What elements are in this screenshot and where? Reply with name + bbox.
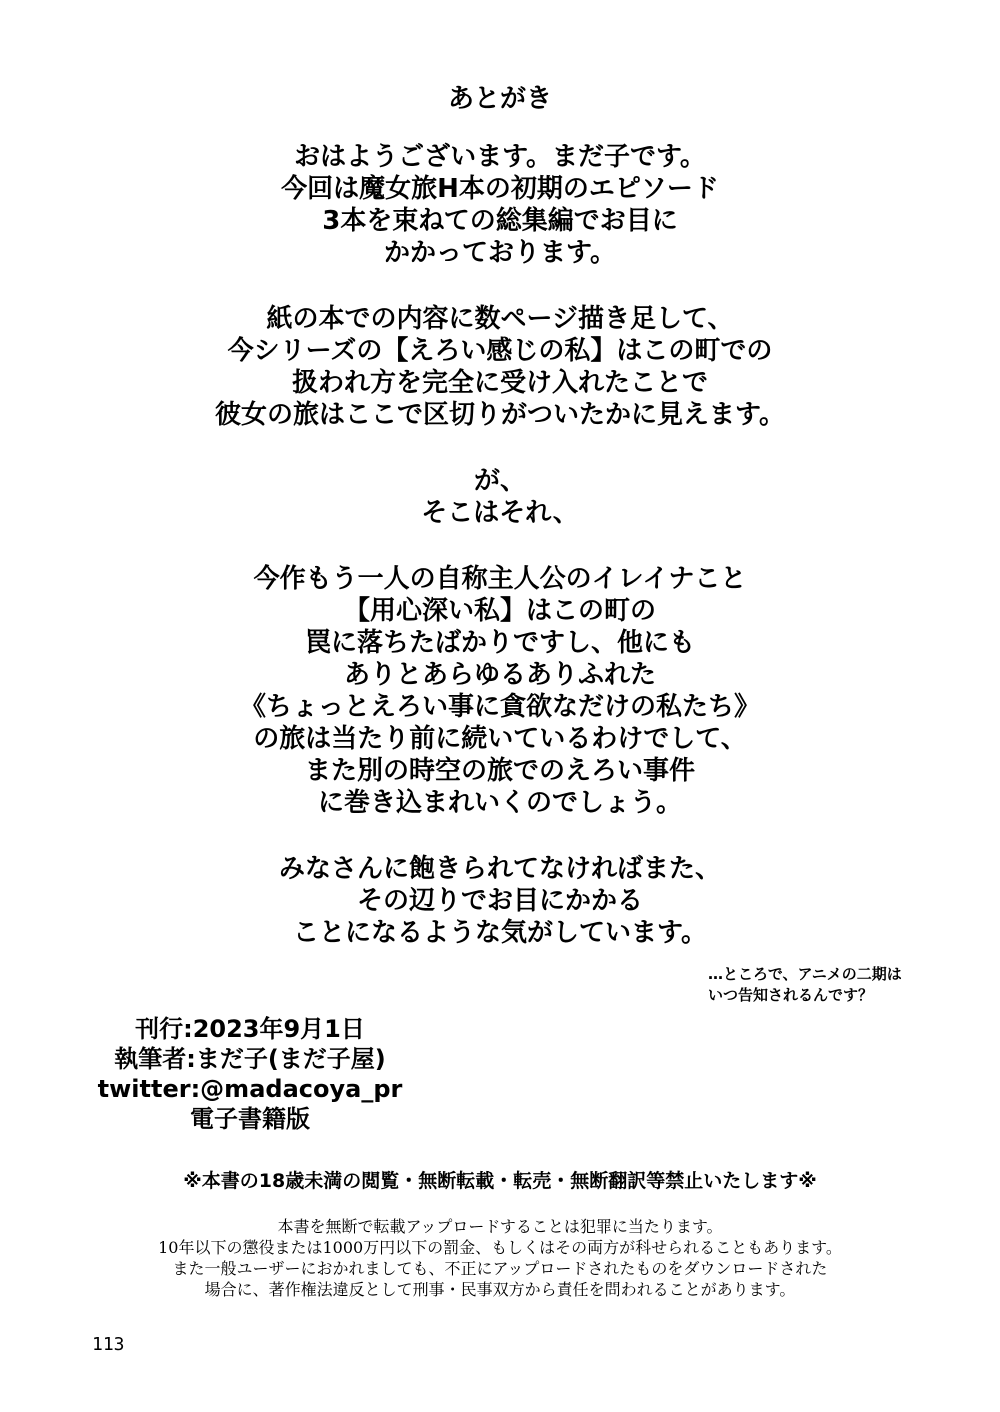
text-line: みなさんに飽きられてなければまた、 xyxy=(278,854,721,884)
aside-note xyxy=(708,964,902,1006)
legal-line: 本書を無断で転載アップロードすることは犯罪に当たります。 xyxy=(277,1217,723,1236)
legal-line: また一般ユーザーにおかれましても、不正にアップロードされたものをダウンロードされた xyxy=(172,1259,828,1278)
text-line: 罠に落ちたばかりですし、他にも xyxy=(304,628,695,658)
text-line: の旅は当たり前に続いているわけでして、 xyxy=(253,724,747,754)
text-line: その辺りでお目にかかる xyxy=(356,886,643,916)
aside-line: …ところで、アニメの二期は xyxy=(708,965,902,983)
text-line: 3本を束ねての総集編でお目に xyxy=(322,206,678,236)
age-restriction-warning: ※本書の18歳未満の閲覧・無断転載・転売・無断翻訳等禁止いたします※ xyxy=(183,1170,817,1192)
text-line: が、 xyxy=(473,466,526,496)
text-line: また別の時空の旅でのえろい事件 xyxy=(304,756,695,786)
text-line: そこはそれ、 xyxy=(421,498,579,528)
edition-label: 電子書籍版 xyxy=(190,1105,310,1133)
paragraph-closing xyxy=(0,853,1000,949)
paragraph-transition xyxy=(0,465,1000,529)
paragraph-content xyxy=(0,303,1000,431)
twitter-handle: twitter:@madacoya_pr xyxy=(97,1075,403,1103)
paragraph-greeting xyxy=(0,141,1000,269)
legal-line: 場合に、著作権法違反として刑事・民事双方から責任を問われることがあります。 xyxy=(204,1280,796,1299)
colophon xyxy=(80,1014,420,1134)
text-line: かかっております。 xyxy=(384,238,616,268)
aside-line: いつ告知されるんです？ xyxy=(708,986,874,1004)
author-credit: 執筆者:まだ子(まだ子屋) xyxy=(114,1045,386,1073)
text-line: おはようございます。まだ子です。 xyxy=(294,142,706,172)
text-line: 【用心深い私】はこの町の xyxy=(343,596,656,626)
text-line: 彼女の旅はここで区切りがついたかに見えます。 xyxy=(215,400,785,430)
copyright-notice xyxy=(0,1216,1000,1300)
page-title: あとがき xyxy=(447,84,552,114)
text-line: 紙の本での内容に数ページ描き足して、 xyxy=(266,304,734,334)
text-line: に巻き込まれいくのでしょう。 xyxy=(317,788,682,818)
text-line: ありとあらゆるありふれた xyxy=(343,660,656,690)
page-number: 113 xyxy=(92,1334,125,1355)
text-line: 今作もう一人の自称主人公のイレイナこと xyxy=(253,564,747,594)
legal-line: 10年以下の懲役または1000万円以下の罰金、もしくはその両方が科せられることもあります。 xyxy=(158,1238,842,1257)
text-line: 扱われ方を完全に受け入れたことで xyxy=(291,368,708,398)
text-line: 今回は魔女旅H本の初期のエピソード xyxy=(281,174,719,204)
text-line: 《ちょっとえろい事に貪欲なだけの私たち》 xyxy=(239,692,760,722)
text-line: 今シリーズの【えろい感じの私】はこの町での xyxy=(227,336,773,366)
text-line: ことになるような気がしています。 xyxy=(293,918,707,948)
publish-date: 刊行:2023年9月1日 xyxy=(135,1015,365,1043)
paragraph-story xyxy=(0,563,1000,819)
afterword-body xyxy=(0,141,1000,983)
